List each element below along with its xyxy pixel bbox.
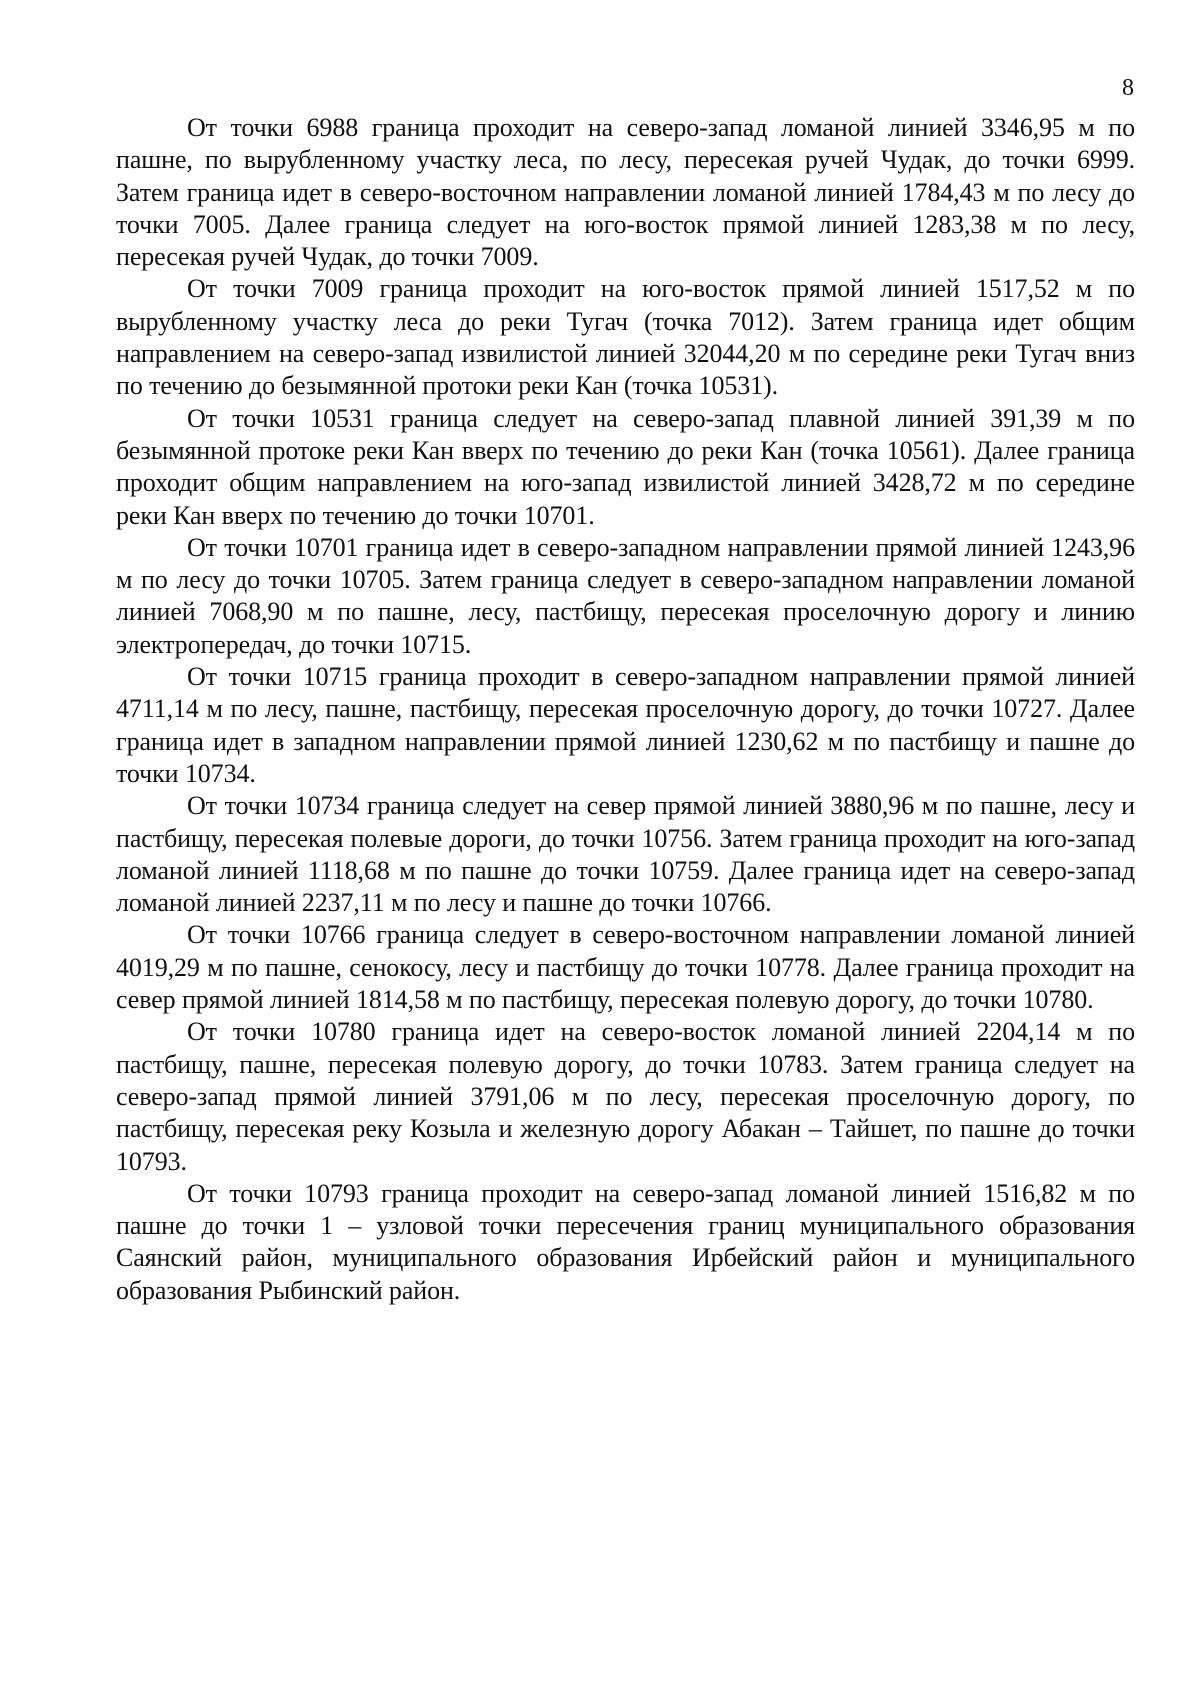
paragraph-2: От точки 7009 граница проходит на юго-восток прямой линией 1517,52 м по вырубленному участку леса до реки Тугач (точка 7012). Затем граница идет общим направлением на северо-запад извилистой линией 32044,20 м по середине реки Тугач вниз по течению до безымянной протоки реки Кан (точка 10531). <box>116 274 1135 401</box>
paragraph-1: От точки 6988 граница проходит на северо-запад ломаной линией 3346,95 м по пашне, по вырубленному участку леса, по лесу, пересекая ручей Чудак, до точки 6999. Затем граница идет в северо-восточном направлении ломаной линией 1784,43 м по лесу до точки 7005. Далее граница следует на юго-восток прямой линией 1283,38 м по лесу, пересекая ручей Чудак, до точки 7009. <box>116 113 1135 272</box>
paragraph-6: От точки 10734 граница следует на север прямой линией 3880,96 м по пашне, лесу и пастбищу, пересекая полевые дороги, до точки 10756. Затем граница проходит на юго-запад ломаной линией 1118,68 м по пашне до точки 10759. Далее граница идет на северо-запад ломаной линией 2237,11 м по лесу и пашне до точки 10766. <box>116 791 1135 918</box>
paragraph-3: От точки 10531 граница следует на северо-запад плавной линией 391,39 м по безымянной протоке реки Кан вверх по течению до реки Кан (точка 10561). Далее граница проходит общим направлением на юго-запад извилистой линией 3428,72 м по середине реки Кан вверх по течению до точки 10701. <box>116 403 1135 530</box>
paragraph-7: От точки 10766 граница следует в северо-восточном направлении ломаной линией 4019,29 м по пашне, сенокосу, лесу и пастбищу до точки 10778. Далее граница проходит на север прямой линией 1814,58 м по пастбищу, пересекая полевую дорогу, до точки 10780. <box>116 920 1135 1015</box>
paragraph-4: От точки 10701 граница идет в северо-западном направлении прямой линией 1243,96 м по лесу до точки 10705. Затем граница следует в северо-западном направлении ломаной линией 7068,90 м по пашне, лесу, пастбищу, пересекая проселочную дорогу и линию электропередач, до точки 10715. <box>116 532 1135 659</box>
paragraph-5: От точки 10715 граница проходит в северо-западном направлении прямой линией 4711,14 м по лесу, пашне, пастбищу, пересекая проселочную дорогу, до точки 10727. Далее граница идет в западном направлении прямой линией 1230,62 м по пастбищу и пашне до точки 10734. <box>116 662 1135 788</box>
document-body <box>116 112 1135 1307</box>
paragraph-9: От точки 10793 граница проходит на северо-запад ломаной линией 1516,82 м по пашне до точки 1 – узловой точки пересечения границ муниципального образования Саянский район, муниципального образования Ирбейский район и муниципального образования Рыбинский район. <box>116 1178 1135 1305</box>
paragraph-8: От точки 10780 граница идет на северо-восток ломаной линией 2204,14 м по пастбищу, пашне, пересекая полевую дорогу, до точки 10783. Затем граница следует на северо-запад прямой линией 3791,06 м по лесу, пересекая проселочную дорогу, по пастбищу, пересекая реку Козыла и железную дорогу Абакан – Тайшет, по пашне до точки 10793. <box>116 1017 1135 1176</box>
page-number: 8 <box>1122 75 1134 101</box>
